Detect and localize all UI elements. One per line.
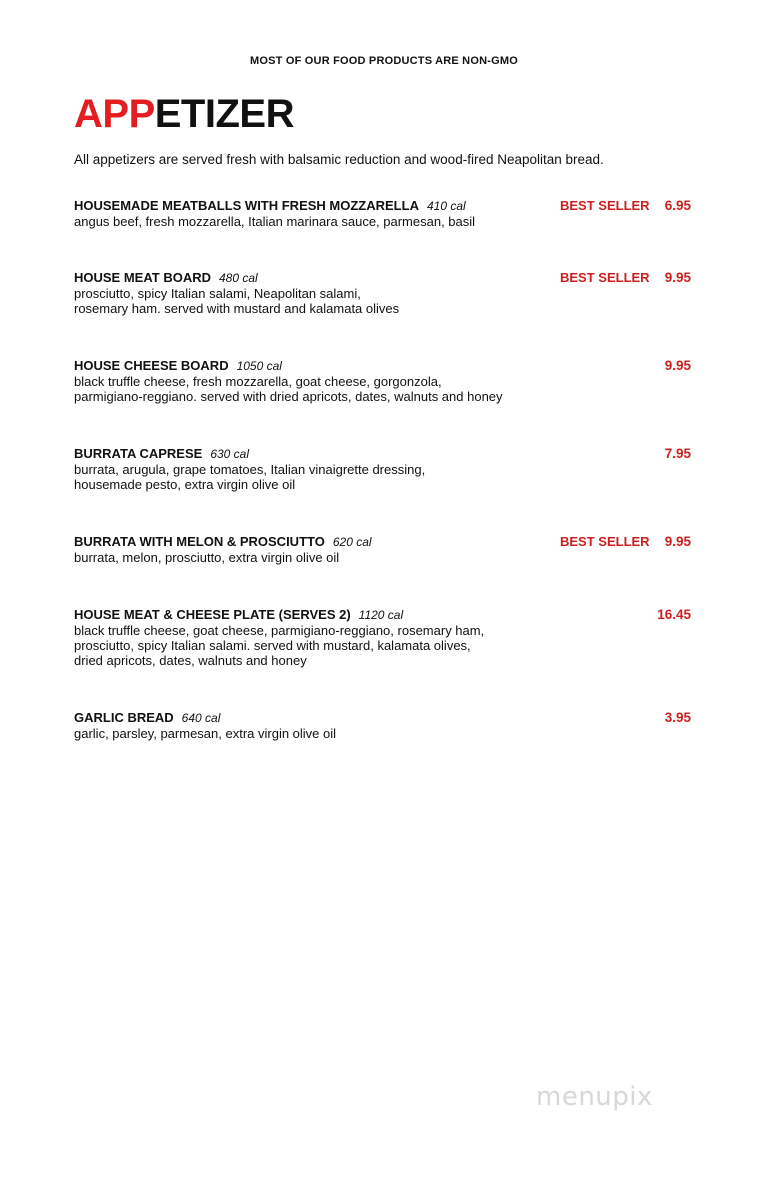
item-description: dried apricots, dates, walnuts and honey	[74, 653, 307, 668]
item-calories: 640 cal	[181, 711, 221, 725]
item-name: HOUSE CHEESE BOARD	[74, 358, 229, 373]
intro-text: All appetizers are served fresh with balsamic reduction and wood-fired Neapolitan bread.	[74, 152, 604, 167]
menupix-watermark: menupix	[536, 1082, 653, 1112]
item-description: prosciutto, spicy Italian salami. served with mustard, kalamata olives,	[74, 638, 471, 653]
item-calories: 630 cal	[210, 447, 250, 461]
best-seller-badge: BEST SELLER	[560, 198, 650, 213]
item-calories: 480 cal	[218, 271, 258, 285]
item-description: angus beef, fresh mozzarella, Italian marinara sauce, parmesan, basil	[74, 214, 476, 229]
item-description: prosciutto, spicy Italian salami, Neapolitan salami,	[74, 286, 361, 301]
item-price: 7.95	[664, 446, 691, 461]
menu-item-house-cheese-board	[74, 358, 694, 404]
item-name: HOUSE MEAT BOARD	[74, 270, 211, 285]
menu-item-burrata-melon-prosciutto	[74, 534, 694, 565]
item-description: parmigiano-reggiano. served with dried apricots, dates, walnuts and honey	[74, 389, 503, 404]
item-calories: 620 cal	[332, 535, 372, 549]
item-calories: 1050 cal	[236, 359, 282, 373]
menu-item-garlic-bread	[74, 710, 694, 741]
non-gmo-note: MOST OF OUR FOOD PRODUCTS ARE NON-GMO	[250, 55, 518, 67]
item-description: rosemary ham. served with mustard and kalamata olives	[74, 301, 400, 316]
menu-item-meat-cheese-plate	[74, 607, 694, 668]
menu-item-burrata-caprese	[74, 446, 694, 492]
item-price: 3.95	[664, 710, 691, 725]
item-description: black truffle cheese, fresh mozzarella, goat cheese, gorgonzola,	[74, 374, 442, 389]
best-seller-badge: BEST SELLER	[560, 534, 650, 549]
item-price: 16.45	[657, 607, 691, 622]
page-title	[74, 90, 294, 138]
menu-item-meatballs	[74, 198, 694, 229]
item-description: burrata, arugula, grape tomatoes, Italian vinaigrette dressing,	[74, 462, 426, 477]
item-calories: 410 cal	[426, 199, 466, 213]
item-calories: 1120 cal	[358, 608, 404, 622]
item-description: black truffle cheese, goat cheese, parmigiano-reggiano, rosemary ham,	[74, 623, 485, 638]
item-price: 6.95	[664, 198, 691, 213]
item-name: HOUSE MEAT & CHEESE PLATE (SERVES 2)	[74, 607, 351, 622]
item-price: 9.95	[664, 270, 691, 285]
item-name: GARLIC BREAD	[74, 710, 174, 725]
best-seller-badge: BEST SELLER	[560, 270, 650, 285]
menu-item-house-meat-board	[74, 270, 694, 316]
title-accent: APP	[74, 92, 155, 136]
item-description: burrata, melon, prosciutto, extra virgin olive oil	[74, 550, 340, 565]
item-description: housemade pesto, extra virgin olive oil	[74, 477, 296, 492]
title-rest: ETIZER	[154, 92, 294, 136]
item-description: garlic, parsley, parmesan, extra virgin olive oil	[74, 726, 337, 741]
item-price: 9.95	[664, 358, 691, 373]
item-name: BURRATA CAPRESE	[74, 446, 203, 461]
item-name: HOUSEMADE MEATBALLS WITH FRESH MOZZARELLA	[74, 198, 419, 213]
item-price: 9.95	[664, 534, 691, 549]
item-name: BURRATA WITH MELON & PROSCIUTTO	[74, 534, 325, 549]
